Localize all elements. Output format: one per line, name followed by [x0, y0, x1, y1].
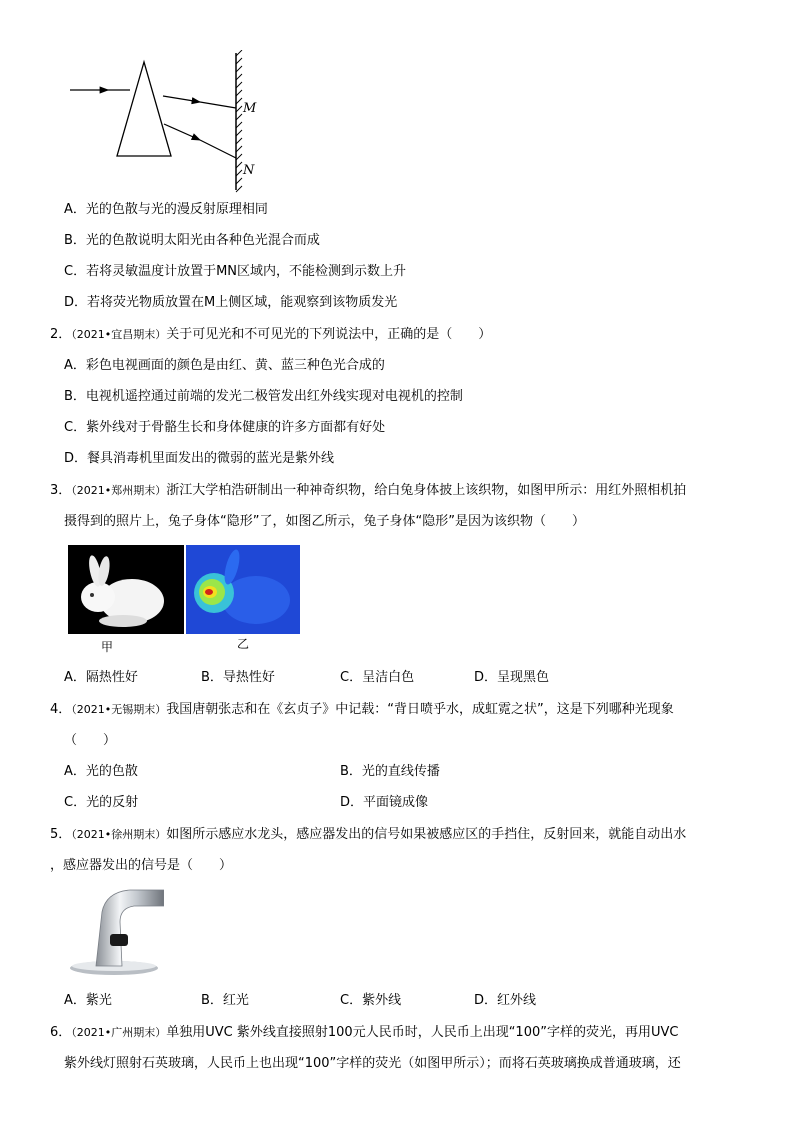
q3-option-a: A．隔热性好: [64, 670, 138, 685]
q6-text-line1: 单独用UVC 紫外线直接照射100元人民币时，人民币上出现“100”字样的荧光，再用UVC: [166, 1025, 679, 1040]
ray-to-m: [163, 96, 200, 102]
q3-stem-line2: 摄得到的照片上，兔子身体“隐形”了，如图乙所示，兔子身体“隐形”是因为该织物（ ）: [64, 514, 585, 529]
q2-option-c: C．紫外线对于骨骼生长和身体健康的许多方面都有好处: [64, 420, 386, 435]
q3-number: 3．: [50, 483, 72, 498]
q6-stem-line1: [50, 1025, 678, 1041]
q3-option-c: C．呈洁白色: [340, 670, 415, 685]
q3-option-d: D．呈现黑色: [474, 670, 550, 685]
q4-option-b: B．光的直线传播: [340, 764, 440, 779]
q6-source: （2021•广州期末）: [71, 1026, 167, 1039]
q2-number: 2．: [50, 327, 72, 342]
q4-stem-line1: [50, 702, 674, 718]
q2-option-d: D．餐具消毒机里面发出的微弱的蓝光是紫外线: [64, 451, 335, 466]
q5-text-line1: 如图所示感应水龙头，感应器发出的信号如果被感应区的手挡住，反射回来，就能自动出水: [166, 827, 687, 842]
q6-stem-line2: 紫外线灯照射石英玻璃，人民币上也出现“100”字样的荧光（如图甲所示）；而将石英玻璃换成普通玻璃，还: [64, 1056, 681, 1071]
caption-jia: 甲: [101, 640, 114, 654]
q2-option-a: A．彩色电视画面的颜色是由红、黄、蓝三种色光合成的: [64, 358, 385, 373]
q4-source: （2021•无锡期末）: [71, 703, 167, 716]
q5-option-a: A．紫光: [64, 993, 112, 1008]
prism-dispersion-figure: [60, 50, 270, 195]
q2-option-b: B．电视机遥控通过前端的发光二极管发出红外线实现对电视机的控制: [64, 389, 463, 404]
q5-number: 5．: [50, 827, 72, 842]
prism: [117, 62, 171, 156]
q2-source: （2021•宜昌期末）: [71, 328, 167, 341]
q3-stem-line1: [50, 483, 686, 499]
q4-option-c: C．光的反射: [64, 795, 139, 810]
ray-to-n: [164, 124, 200, 140]
q3-text-line1: 浙江大学柏浩研制出一种神奇织物，给白兔身体披上该织物，如图甲所示：用红外照相机拍: [166, 483, 687, 498]
q1-option-a: A．光的色散与光的漫反射原理相同: [64, 202, 268, 217]
q5-option-c: C．紫外线: [340, 993, 402, 1008]
q5-option-d: D．红外线: [474, 993, 537, 1008]
label-n: N: [243, 163, 255, 178]
label-m: M: [243, 101, 257, 116]
q5-option-b: B．红光: [201, 993, 249, 1008]
q1-option-d: D．若将荧光物质放置在M上侧区域，能观察到该物质发光: [64, 295, 398, 310]
rabbit-photo-visible: [68, 545, 184, 634]
q2-stem: [50, 327, 491, 343]
q5-source: （2021•徐州期末）: [71, 828, 167, 841]
q2-text: 关于可见光和不可见光的下列说法中，正确的是（ ）: [166, 327, 492, 342]
q1-option-b: B．光的色散说明太阳光由各种色光混合而成: [64, 233, 320, 248]
rabbit-photo-infrared: [186, 545, 300, 634]
q4-option-a: A．光的色散: [64, 764, 138, 779]
caption-yi: 乙: [237, 637, 250, 651]
q4-option-d: D．平面镜成像: [340, 795, 429, 810]
q4-stem-line2: （ ）: [64, 733, 117, 748]
q6-number: 6．: [50, 1025, 72, 1040]
q5-stem-line2: ，感应器发出的信号是（ ）: [50, 858, 233, 873]
q3-option-b: B．导热性好: [201, 670, 275, 685]
q3-source: （2021•郑州期末）: [71, 484, 167, 497]
q4-number: 4．: [50, 702, 72, 717]
sensor-faucet-image: [64, 882, 164, 980]
q5-stem-line1: [50, 827, 686, 843]
q4-text-line1: 我国唐朝张志和在《玄贞子》中记载：“背日喷乎水，成虹霓之状”，这是下列哪种光现象: [166, 702, 674, 717]
q1-option-c: C．若将灵敏温度计放置于MN区域内，不能检测到示数上升: [64, 264, 407, 279]
